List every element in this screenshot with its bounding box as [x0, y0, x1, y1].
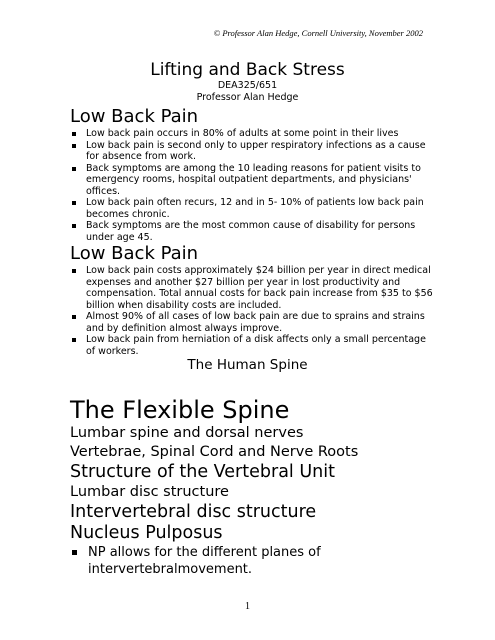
bullet-item: Low back pain occurs in 80% of adults at some point in their lives [70, 128, 435, 140]
subheading-vertebrae: Vertebrae, Spinal Cord and Nerve Roots [70, 444, 359, 460]
subheading-intervertebral-disc: Intervertebral disc structure [70, 502, 317, 522]
section-heading: The Flexible Spine [70, 396, 290, 424]
document-title: Lifting and Back Stress [150, 60, 345, 80]
course-code: DEA325/651 [217, 80, 278, 91]
bullet-item: Low back pain from herniation of a disk affects only a small percentage of workers. [70, 334, 435, 357]
copyright-notice: © Professor Alan Hedge, Cornell University, November 2002 [213, 28, 423, 38]
bullet-item: NP allows for the different planes of intervertebralmovement. [70, 544, 435, 578]
section-low-back-pain-2 [70, 243, 435, 357]
bullet-list [70, 544, 435, 578]
subheading-lumbar-spine: Lumbar spine and dorsal nerves [70, 425, 304, 441]
bullet-item: Low back pain costs approximately $24 billion per year in direct medical expenses and another $27 billion per year in lost productivity and compensation. Total annual costs for back pain increase from $35 to $56 billion when disability costs are included. [70, 265, 435, 311]
bullet-item: Back symptoms are the most common cause of disability for persons under age 45. [70, 220, 435, 243]
section-low-back-pain-1 [70, 106, 435, 243]
section-flexible-spine [70, 396, 435, 578]
title-block [0, 60, 495, 104]
section-heading: Low Back Pain [70, 106, 199, 127]
human-spine-caption: The Human Spine [187, 357, 308, 373]
bullet-item: Low back pain is second only to upper respiratory infections as a cause for absence from work. [70, 140, 435, 163]
bullet-list [70, 265, 435, 357]
author-name: Professor Alan Hedge [196, 92, 299, 103]
bullet-list [70, 128, 435, 243]
page-number: 1 [245, 601, 250, 612]
bullet-item: Back symptoms are among the 10 leading reasons for patient visits to emergency rooms, hospital outpatient departments, and physicians' offices. [70, 163, 435, 198]
bullet-item: Low back pain often recurs, 12 and in 5- 10% of patients low back pain becomes chronic. [70, 197, 435, 220]
section-heading: Low Back Pain [70, 243, 199, 264]
bullet-item: Almost 90% of all cases of low back pain are due to sprains and strains and by definition almost always improve. [70, 311, 435, 334]
subheading-vertebral-unit: Structure of the Vertebral Unit [70, 462, 335, 482]
subheading-nucleus-pulposus: Nucleus Pulposus [70, 523, 223, 543]
subheading-lumbar-disc: Lumbar disc structure [70, 484, 229, 500]
